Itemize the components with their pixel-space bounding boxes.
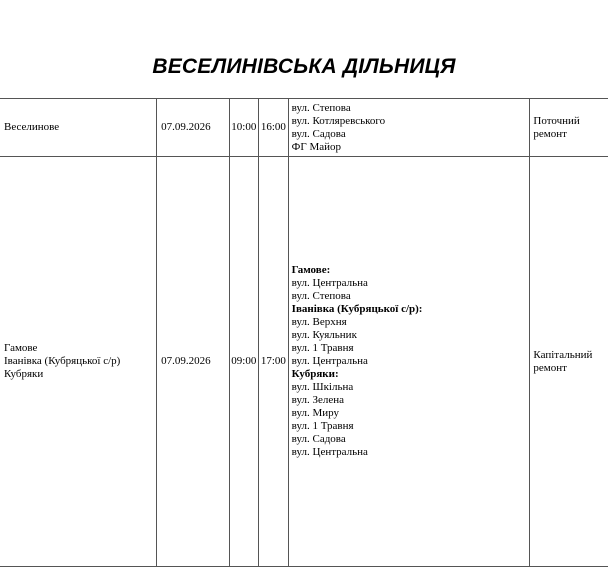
street-item: вул. Степова	[291, 290, 351, 302]
locality-name: Гамове	[4, 342, 38, 354]
date-cell: 07.09.2026	[157, 99, 229, 157]
street-item: вул. 1 Травня	[291, 342, 354, 354]
time-to-cell: 16:00	[259, 99, 289, 157]
outage-schedule-table	[0, 98, 608, 567]
street-item: вул. Степова	[291, 101, 351, 114]
street-item: вул. Зелена	[291, 394, 345, 406]
table-row	[0, 99, 608, 157]
street-item: вул. Куяльник	[291, 329, 357, 341]
street-item: вул. Центральна	[291, 355, 368, 367]
work-type-line: ремонт	[533, 127, 567, 140]
street-item: вул. Центральна	[291, 277, 368, 289]
street-item: вул. Верхня	[291, 316, 347, 328]
settlement-heading: Кубряки:	[291, 368, 339, 380]
work-type-line: Капітальний	[533, 348, 593, 361]
street-item: вул. Садова	[291, 433, 346, 445]
locality-name: Іванівка (Кубряцької с/р)	[4, 355, 121, 367]
street-item: вул. 1 Травня	[291, 420, 354, 432]
work-type-cell	[530, 157, 608, 567]
work-type-line: ремонт	[533, 361, 567, 374]
table-row	[0, 157, 608, 567]
work-type-cell	[530, 99, 608, 157]
street-item: вул. Центральна	[291, 446, 368, 458]
locality-cell	[0, 99, 157, 157]
locality-name: Веселинове	[4, 121, 60, 133]
time-from-cell: 09:00	[229, 157, 259, 567]
street-item: вул. Шкільна	[291, 381, 354, 393]
street-item: ФГ Майор	[291, 140, 342, 153]
street-item: вул. Садова	[291, 127, 346, 140]
streets-cell	[288, 99, 530, 157]
locality-cell	[0, 157, 157, 567]
work-type-line: Поточний	[533, 114, 580, 127]
street-item: вул. Котляревського	[291, 114, 386, 127]
time-to-cell: 17:00	[259, 157, 289, 567]
date-cell: 07.09.2026	[157, 157, 229, 567]
settlement-heading: Іванівка (Кубряцької с/р):	[291, 303, 423, 315]
locality-name: Кубряки	[4, 368, 44, 380]
settlement-heading: Гамове:	[291, 264, 331, 276]
street-item: вул. Миру	[291, 407, 340, 419]
time-from-cell: 10:00	[229, 99, 259, 157]
section-title: ВЕСЕЛИНІВСЬКА ДІЛЬНИЦЯ	[152, 55, 456, 78]
streets-cell	[288, 157, 530, 567]
